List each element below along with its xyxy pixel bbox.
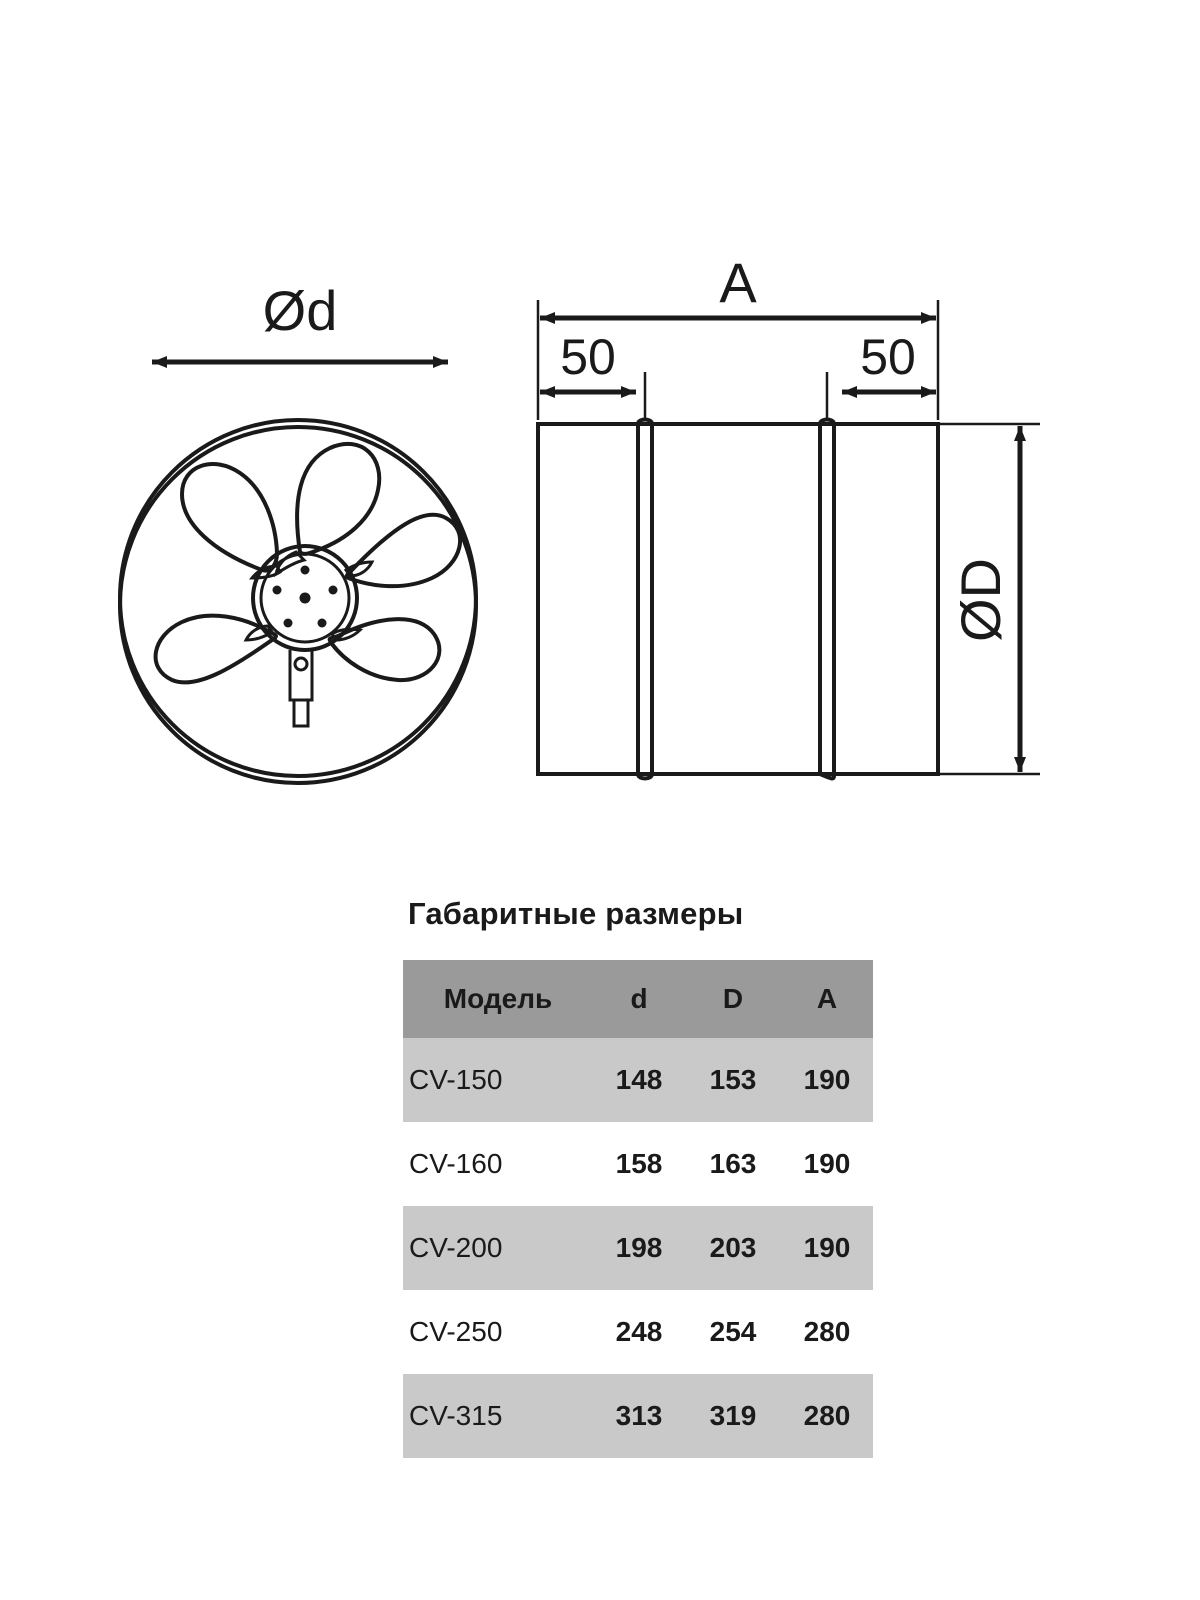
fan-front-view (120, 362, 476, 783)
table-row (403, 1206, 873, 1290)
cell-A: 280 (781, 1290, 873, 1374)
table-row (403, 1374, 873, 1458)
cell-d: 148 (593, 1038, 685, 1122)
column-header-d: d (593, 960, 685, 1038)
column-header-D: D (685, 960, 781, 1038)
table-row (403, 1038, 873, 1122)
label-length-A: A (719, 251, 757, 314)
cell-model: CV-150 (403, 1038, 593, 1122)
cell-model: CV-200 (403, 1206, 593, 1290)
cell-D: 163 (685, 1122, 781, 1206)
cell-d: 158 (593, 1122, 685, 1206)
cell-d: 313 (593, 1374, 685, 1458)
cell-model: CV-250 (403, 1290, 593, 1374)
column-header-model: Модель (403, 960, 593, 1038)
cell-A: 190 (781, 1038, 873, 1122)
cell-D: 153 (685, 1038, 781, 1122)
table-row (403, 1122, 873, 1206)
cell-model: CV-315 (403, 1374, 593, 1458)
cell-D: 319 (685, 1374, 781, 1458)
cell-A: 190 (781, 1122, 873, 1206)
cell-A: 190 (781, 1206, 873, 1290)
dimensions-table (403, 960, 873, 1458)
label-diameter-d: Ød (262, 279, 338, 342)
cell-D: 254 (685, 1290, 781, 1374)
label-diameter-D: ØD (949, 558, 1012, 642)
cell-D: 203 (685, 1206, 781, 1290)
cell-model: CV-160 (403, 1122, 593, 1206)
cell-A: 280 (781, 1374, 873, 1458)
table-row (403, 1290, 873, 1374)
table-title: Габаритные размеры (408, 896, 744, 931)
cell-d: 198 (593, 1206, 685, 1290)
label-collar-right-50: 50 (860, 329, 916, 385)
cell-d: 248 (593, 1290, 685, 1374)
label-collar-left-50: 50 (560, 329, 616, 385)
column-header-A: A (781, 960, 873, 1038)
table-header-row (403, 960, 873, 1038)
